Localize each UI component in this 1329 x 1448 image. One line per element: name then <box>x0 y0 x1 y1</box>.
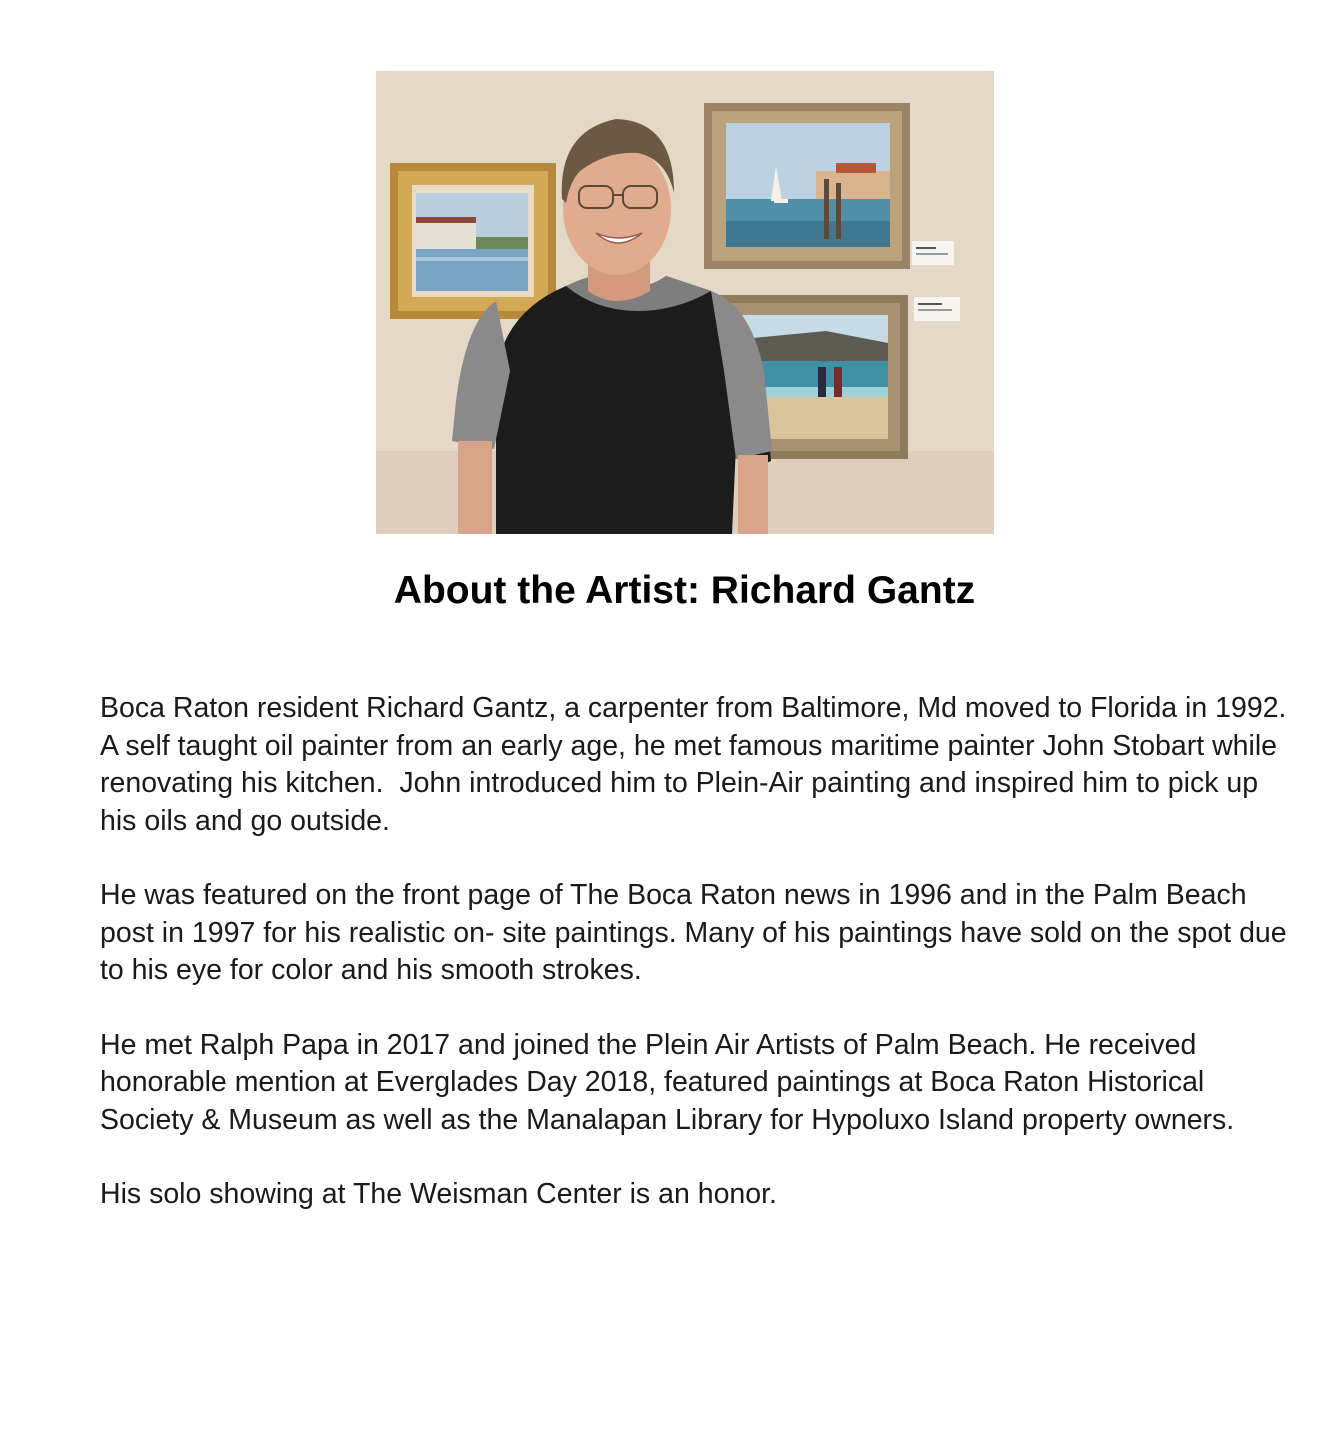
bio-paragraph-4: His solo showing at The Weisman Center is an honor. <box>100 1178 777 1210</box>
bio-paragraph-1: Boca Raton resident Richard Gantz, a carpenter from Baltimore, Md moved to Florida in 1992. A self taught oil painter from an early age, he met famous maritime painter John Stobart while renovating his kitchen. John introduced him to Plein-Air painting and inspired him to pick up his oils and go outside. <box>100 692 1301 837</box>
page-title: About the Artist: Richard Gantz <box>393 569 976 612</box>
bio-paragraph-2: He was featured on the front page of The Boca Raton news in 1996 and in the Palm Beach post in 1997 for his realistic on- site paintings. Many of his paintings have sold on the spot due to his eye for color and his smooth strokes. <box>100 879 1295 986</box>
bio-paragraph-3: He met Ralph Papa in 2017 and joined the Plein Air Artists of Palm Beach. He received honorable mention at Everglades Day 2018, featured paintings at Boca Raton Historical Society & Museum as well as the Manalapan Library for Hypoluxo Island property owners. <box>100 1028 1235 1136</box>
artist-bio <box>100 690 1301 1251</box>
artist-photo <box>376 71 994 534</box>
painting-sailboat-right <box>704 103 910 269</box>
painting-harbor-left <box>390 163 556 319</box>
